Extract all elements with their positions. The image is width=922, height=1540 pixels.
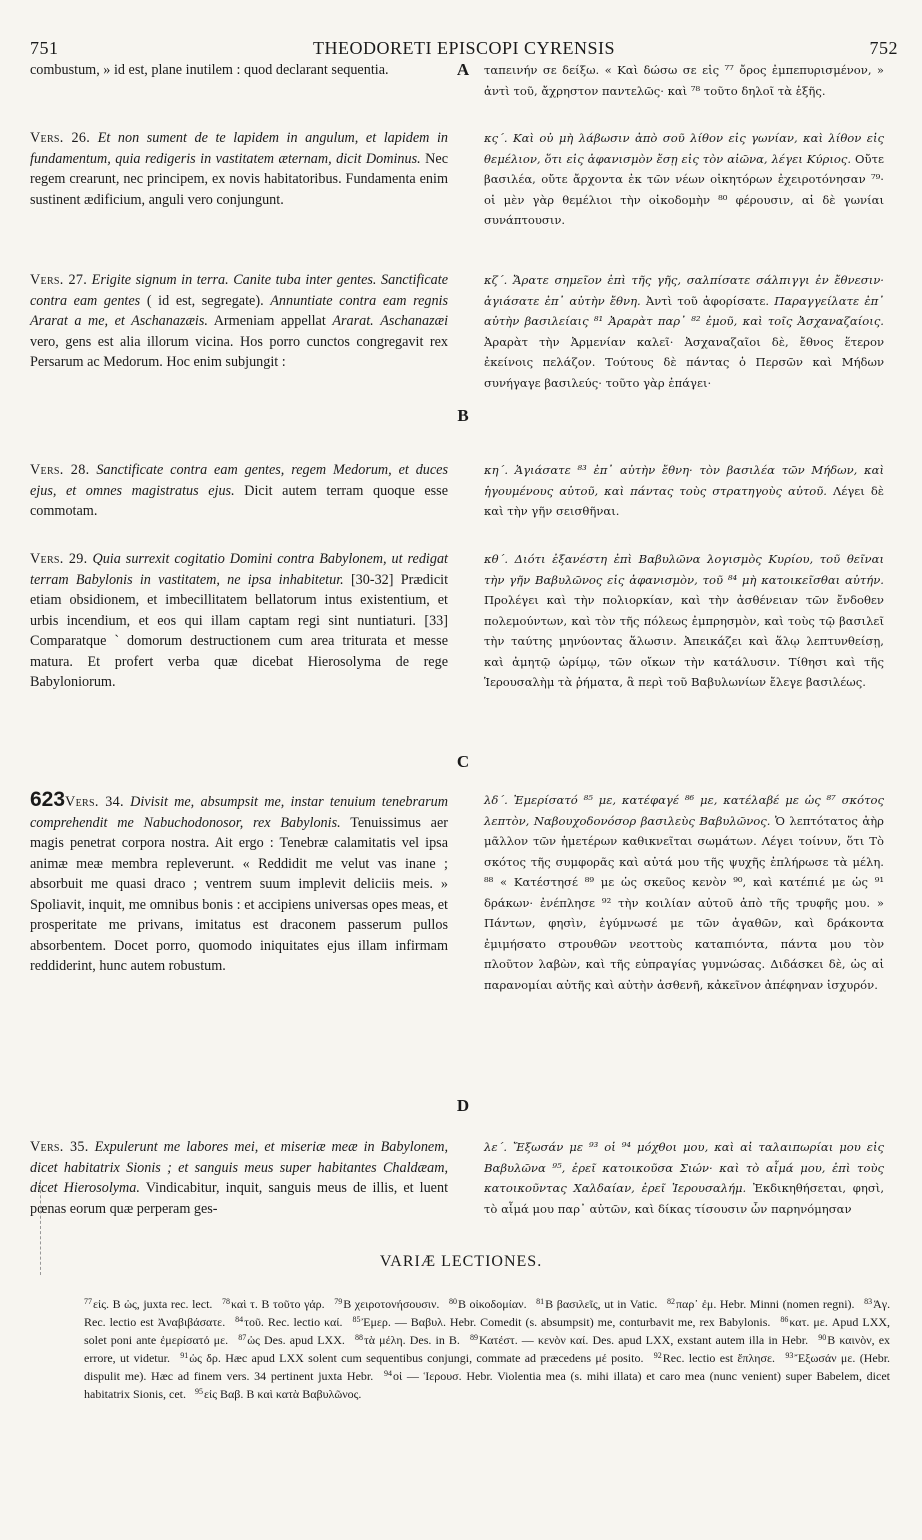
footnote-number: 85 <box>352 1315 361 1324</box>
verse-lemma-b: Annuntiate contra eam regnis Ararat a me, et Aschanazæis. <box>30 292 449 329</box>
footnote-text: καὶ τ. B τοῦτο γάρ. <box>230 1297 325 1311</box>
greek-verse-27 <box>484 270 884 393</box>
footnote-text: B χειροτονήσουσιν. <box>343 1297 440 1311</box>
greek-verse-35 <box>484 1137 884 1219</box>
verse-comment: Tenuissimus aer magis penetrat corpora nostra. Ait ergo : Tenebræ calamitatis vel ipsa animæ meæ membra repleverunt. « Reddidit me velut vas inane ; absorbuit me quasi draco ; ventrem suum implevit deliciis meis. » Spoliavit, inquit, me omnibus bonis : et accipiens universas opes meas, et prosperitate me privans, imitatus est draconem passerum pullos absorbentem. Docet porro, quomodo iniquitates ejus illam infirmam reddiderint, hunc autem robustum. <box>30 814 449 974</box>
footnote-text: B καινὸν, ex errore, ut videtur. <box>84 1333 891 1365</box>
footnote-item <box>352 1315 770 1329</box>
verse-lemma: Quia surrexit cogitatio Domini contra Babylonem, ut redigat terram Babylonis in vastitatem, ne ipsa inhabitetur. <box>30 551 448 588</box>
footnote-text: κατ. με. Apud LXX, solet poni ante ἐμερίσατό με. <box>84 1315 891 1347</box>
latin-verse-29 <box>30 549 448 693</box>
footnote-text: Κατέστ. — κενὸν καί. Des. apud LXX, exstant autem illa in Hebr. <box>479 1333 809 1347</box>
verse-label: Vers. 35. <box>30 1139 89 1155</box>
verse-lemma: κη΄. Ἁγιάσατε ⁸³ ἐπ᾽ αὐτὴν ἔθνη· τὸν βασιλέα τῶν Μήδων, καὶ ἡγουμένους αὐτοῦ, καὶ πάντας τοὺς στρατηγοὺς αὐτοῦ. <box>484 463 884 498</box>
variae-lectiones-notes <box>84 1294 890 1402</box>
footnote-number: 93 <box>785 1351 794 1360</box>
footnote-item <box>84 1297 212 1311</box>
column-marker-b: B <box>457 406 469 425</box>
verse-label: Vers. 28. <box>30 462 90 478</box>
footnote-number: 82 <box>666 1297 675 1306</box>
verse-lemma: κθ΄. Διότι ἐξανέστη ἐπὶ Βαβυλῶνα λογισμὸς Κυρίου, τοῦ θεῖναι τὴν γῆν Βαβυλῶνος εἰς ἀφανισμὸν, τοῦ ⁸⁴ μὴ κατοικεῖσθαι αὐτήν. <box>484 552 884 587</box>
verse-comment: Ἐκδικηθήσεται, φησὶ, τὸ αἷμά μου παρ᾽ αὐτῶν, καὶ δίκας τίσουσιν ὧν παρηνόμησαν <box>484 1181 885 1216</box>
verse-lemma: Expulerunt me labores mei, et miseriæ meæ in Babylonem, dicet habitatrix Sionis ; et sanguis meus super habitantes Chaldæam, dicet Hierosolyma. <box>30 1139 449 1196</box>
footnote-number: 84 <box>235 1315 244 1324</box>
footnote-item <box>355 1333 460 1347</box>
footnote-item <box>238 1333 345 1347</box>
footnote-number: 94 <box>383 1369 392 1378</box>
column-marker-d: D <box>456 1096 470 1115</box>
latin-verse-26 <box>30 128 448 210</box>
column-marker-a: A <box>456 60 470 79</box>
latin-verse-35 <box>30 1137 448 1219</box>
people-name-aschanazaei: Aschanazæi <box>380 313 449 329</box>
footnote-number: 91 <box>180 1351 189 1360</box>
verse-comment: Προλέγει καὶ τὴν πολιορκίαν, καὶ τὴν ἀσθένειαν τῶν ἔνδοθεν πολεμούντων, καὶ τὸν τῆς πόλεως ἐμπρησμὸν, καὶ τοὺς τῷ βασιλεῖ τὴν ταύτης μηνύοντας ἅλωσιν. Ἀπεικάζει καὶ ἅλῳ λεπτυνθείσῃ, καὶ ἀμητῷ ὡρίμῳ, τῶν οἴκων τὴν κατάλυσιν. Τίθησι καὶ τῆς Ἱερουσαλὴμ τὰ ῥήματα, ἃ περὶ τοῦ Βαβυλωνίων ἔλεγε βασιλέως. <box>484 593 884 689</box>
footnote-number: 90 <box>818 1333 827 1342</box>
greek-verse-29 <box>484 549 884 693</box>
footnote-number: 83 <box>864 1297 873 1306</box>
footnote-number: 80 <box>448 1297 457 1306</box>
footnote-text: Ἔξωσάν με. (Hebr. dispulit me). Hæc ad finem vers. 34 pertinent juxta Hebr. <box>84 1351 891 1383</box>
footnote-text: παρ᾽ ἐμ. Hebr. Minni (nomen regni). <box>675 1297 855 1311</box>
verse-comment: Λέγει δὲ καὶ τὴν γῆν σεισθῆναι. <box>484 483 885 518</box>
footnote-text: τὰ μέλη. Des. in B. <box>363 1333 460 1347</box>
footnote-item <box>222 1297 325 1311</box>
place-name-ararat: Ararat. <box>332 313 374 329</box>
verse-lemma: Sanctificate contra eam gentes, regem Medorum, et duces ejus, et omnes magistratus ejus. <box>30 462 449 499</box>
verse-comment: Οὔτε βασιλέα, οὔτε ἄρχοντα ἐκ τῶν νέων οἰκητόρων ἐχειροτόνησαν ⁷⁹· οἱ μὲν γὰρ θεμέλιοι τὴν οἰκοδομὴν ⁸⁰ φέρουσιν, αἱ δὲ γωνίαι συνάπτουσιν. <box>484 151 885 227</box>
footnote-number: 81 <box>536 1297 545 1306</box>
footnote-item <box>536 1297 657 1311</box>
footnote-number: 78 <box>221 1297 230 1306</box>
footnote-text: Rec. lectio est ἔπλησε. <box>662 1351 775 1365</box>
verse-comment: Vindicabitur, inquit, sanguis meus de illis, et luent pœnas eorum quæ perperam ges- <box>30 1180 449 1217</box>
verse-lemma: κς΄. Καὶ οὐ μὴ λάβωσιν ἀπὸ σοῦ λίθον εἰς γωνίαν, καὶ λίθον εἰς θεμέλιον, ὅτι εἰς ἀφανισμὸν ἔσῃ εἰς τὸν αἰῶνα, λέγει Κύριος. <box>484 131 884 166</box>
latin-verse-28 <box>30 460 448 522</box>
verse-comment-b: Ἀραρὰτ τὴν Ἀρμενίαν καλεῖ· Ἀσχαναζαῖοι δὲ, ἔθνος ἕτερον ἐκείνοις πελάζον. Τούτους δὲ πάντας ὁ Περσῶν καὶ Μήδων συνήγαγε βασιλεύς· τοῦτο γὰρ ἐπάγει· <box>484 334 884 390</box>
footnote-item <box>654 1351 775 1365</box>
footnote-text: τοῦ. Rec. lectio καί. <box>244 1315 343 1329</box>
verse-comment: Dicit autem terram quoque esse commotam. <box>30 482 448 519</box>
footnote-item <box>334 1297 439 1311</box>
verse-comment-b: vero, gens est alia illorum vicina. Hos porro cunctos congregavit rex Persarum ac Medorum. Hoc enim subjungit : <box>30 333 448 370</box>
verse-lemma: Divisit me, absumpsit me, instar tenuium tenebrarum comprehendit me Nabuchodonosor, rex Babylonis. <box>30 794 449 831</box>
footnote-number: 88 <box>354 1333 363 1342</box>
page-number-left: 751 <box>30 38 59 58</box>
verse-label: Vers. 34. <box>65 794 124 810</box>
footnote-text: Ἐμερ. — Βαβυλ. Hebr. Comedit (s. absumpsit) me, conturbavit me, rex Babylonis. <box>361 1315 771 1329</box>
footnote-text: B βασιλεῖς, ut in Vatic. <box>545 1297 658 1311</box>
footnote-number: 92 <box>653 1351 662 1360</box>
footnote-text: B οἰκοδομίαν. <box>457 1297 527 1311</box>
verse-label: Vers. 29. <box>30 551 88 567</box>
verse-lemma: λδ΄. Ἐμερίσατό ⁸⁵ με, κατέφαγέ ⁸⁶ με, κατέλαβέ με ὡς ⁸⁷ σκότος λεπτὸν, Ναβουχοδονόσορ βασιλεὺς Βαβυλῶνος. <box>484 793 884 828</box>
greek-verse-26 <box>484 128 884 231</box>
verse-comment: Ὁ λεπτότατος ἀὴρ μᾶλλον τῶν ἡμετέρων καθικνεῖται σωμάτων. Λέγει τοίνυν, ὅτι Τὸ σκότος τῆς συμφορᾶς καὶ αὐτά μου τῆς ψυχῆς ἐπλήρωσε τὰ μέλη. ⁸⁸ « Κατέστησέ ⁸⁹ με ὡς σκεῦος κενὸν ⁹⁰, καὶ κατέπιέ με ὡς ⁹¹ δράκων· ἐνέπλησε ⁹² τὴν κοιλίαν αὐτοῦ ἀπὸ τῆς τρυφῆς μου. » Πάντων, φησὶν, ἐγύμνωσέ με τῶν ἀγαθῶν, καὶ δράκοντα ἐμιμήσατο στρουθῶν νεοττοὺς καταπιόντα, πάντα μου τὸν πλοῦτον λαβὼν, καὶ τῆς εὐπραγίας γυμνώσας. Διδάσκει δὲ, ὡς αἱ παρανομίαι αὐτῆς καὶ αὐτὴν ἀσθενῆ, κἀκεῖνον ἀπέφηναν ἰσχυρόν. <box>484 813 884 992</box>
variae-lectiones-title: VARIÆ LECTIONES. <box>379 1253 543 1270</box>
verse-lemma: Et non sument de te lapidem in angulum, et lapidem in fundamentum, quia redigeris in vastitatem æternam, dicit Dominus. <box>30 130 449 167</box>
greek-intro: ταπεινήν σε δείξω. « Καὶ δώσω σε εἰς ⁷⁷ ὄρος ἐμπεπυρισμένον, » ἀντὶ τοῦ, ἄχρηστον παντελῶς· καὶ ⁷⁸ τοῦτο δηλοῖ τὰ ἑξῆς. <box>484 63 884 98</box>
verse-lemma: κζ΄. Ἄρατε σημεῖον ἐπὶ τῆς γῆς, σαλπίσατε σάλπιγγι ἐν ἔθνεσιν· ἁγιάσατε ἐπ᾽ αὐτὴν ἔθνη. <box>484 273 884 308</box>
footnote-text: Ἁγ. Rec. lectio est Ἀναβιβάσατε. <box>84 1297 891 1329</box>
verse-comment: Nec regem crearunt, nec principem, ex novis habitatoribus. Fundamenta enim sustinent ædificium, anguli vero conjungunt. <box>30 150 449 208</box>
footnote-item <box>235 1315 342 1329</box>
footnote-number: 77 <box>84 1297 92 1306</box>
verse-comment: Ἀντὶ τοῦ ἀφορίσατε. <box>645 293 770 308</box>
greek-verse-34 <box>484 790 884 995</box>
latin-intro: combustum, » id est, plane inutilem : quod declarant sequentia. <box>30 62 389 78</box>
footnote-item <box>667 1297 855 1311</box>
verse-label: Vers. 27. <box>30 272 88 288</box>
footnote-text: εἰς. B ὡς, juxta rec. lect. <box>93 1297 213 1311</box>
migne-column-number: 623 <box>30 788 66 811</box>
latin-verse-34 <box>30 790 448 977</box>
running-title: THEODORETI EPISCOPI CYRENSIS <box>312 38 616 58</box>
footnote-text: οἱ — Ἱερουσ. Hebr. Violentia mea (s. mihi illata) et caro mea (nunc venient) super Babelem, dicet habitatrix Sionis, cet. <box>84 1369 891 1401</box>
footnote-text: ὡς δρ. Hæc apud LXX solent cum sequentibus conjungi, commate ad præcedens μέ posito. <box>189 1351 644 1365</box>
page-number-right: 752 <box>869 38 898 58</box>
column-marker-c: C <box>456 752 470 771</box>
greek-verse-28 <box>484 460 884 522</box>
latin-verse-27 <box>30 270 448 373</box>
footnote-number: 79 <box>334 1297 343 1306</box>
footnote-number: 89 <box>470 1333 479 1342</box>
verse-label: Vers. 26. <box>30 130 91 146</box>
footnote-number: 95 <box>194 1387 203 1396</box>
verse-gloss: ( id est, segregate). <box>146 292 264 309</box>
footnote-number: 86 <box>780 1315 789 1324</box>
footnote-number: 87 <box>238 1333 247 1342</box>
footnote-item <box>449 1297 527 1311</box>
footnote-text: εἰς Βαβ. B καὶ κατὰ Βαβυλῶνος. <box>203 1387 362 1401</box>
verse-comment: [30-32] Prædicit etiam obsidionem, et imbecillitatem bellatorum intus existentium, et urbis incendium, et eos qui illam captam regi sint nuntiaturi. [33] Comparatque ` domorum destructionem cum area triturata et messe matura. Et profert verba quæ dicebat Hierosolyma de rege Babyloniorum. <box>30 571 449 690</box>
verse-lemma: λε΄. Ἔξωσάν με ⁹³ οἱ ⁹⁴ μόχθοι μου, καὶ αἱ ταλαιπωρίαι μου εἰς Βαβυλῶνα ⁹⁵, ἐρεῖ κατοικοῦσα Σιών· καὶ τὸ αἷμά μου, ἐπὶ τοὺς κατοικοῦντας Χαλδαίαν, ἐρεῖ Ἱερουσαλήμ. <box>484 1140 884 1195</box>
verse-lemma: Erigite signum in terra. Canite tuba inter gentes. Sanctificate contra eam gentes <box>30 272 449 309</box>
footnote-item <box>180 1351 643 1365</box>
verse-lemma-b: Παραγγείλατε ἐπ᾽ αὐτὴν βασιλείαις ⁸¹ Ἀραρὰτ παρ᾽ ⁸² ἐμοῦ, καὶ τοῖς Ἀσχαναζαίοις. <box>484 293 884 328</box>
footnote-item <box>470 1333 808 1347</box>
footnote-text: ὡς Des. apud LXX. <box>247 1333 345 1347</box>
verse-comment: Armeniam appellat <box>213 313 326 329</box>
footnote-item <box>195 1387 361 1401</box>
